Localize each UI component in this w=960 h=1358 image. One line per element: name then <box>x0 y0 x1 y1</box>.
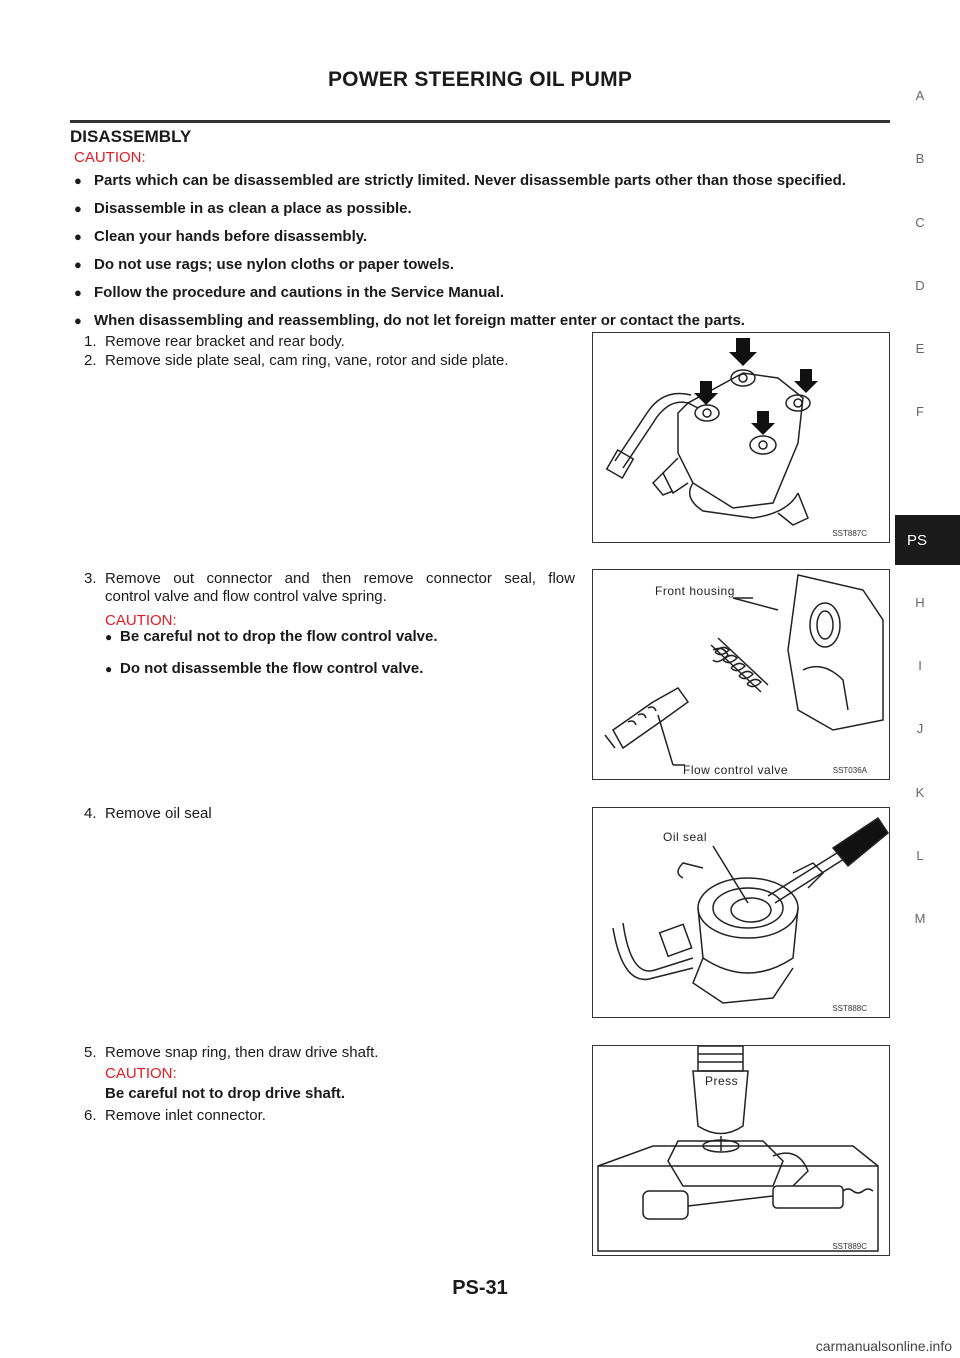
pump-illustration <box>593 333 889 542</box>
label-front-housing: Front housing <box>655 584 735 598</box>
label-oil-seal: Oil seal <box>663 830 708 844</box>
caution-item: ● Be careful not to drop the flow control valve. <box>105 626 575 648</box>
index-h[interactable]: H <box>915 595 925 610</box>
step-number: 1. <box>84 333 97 350</box>
step-number: 4. <box>84 805 97 822</box>
index-d[interactable]: D <box>915 278 925 293</box>
step-number: 5. <box>84 1044 97 1061</box>
press-illustration <box>593 1046 889 1255</box>
figure-flow-control-valve <box>592 569 890 780</box>
step5-caution: Be careful not to drop drive shaft. <box>105 1085 346 1102</box>
page-number: PS-31 <box>452 1277 508 1299</box>
step-2 <box>84 350 574 372</box>
figure-code: SST888C <box>832 1004 867 1013</box>
step-text: Remove oil seal <box>105 805 212 822</box>
index-b[interactable]: B <box>915 151 925 166</box>
index-tab-ps-active[interactable]: PS <box>895 515 960 565</box>
oil-seal-illustration <box>593 808 889 1017</box>
caution-label: CAUTION: <box>105 612 177 629</box>
caution-item: ● When disassembling and reassembling, do not let foreign matter enter or contact the parts. <box>74 310 890 332</box>
caution-item: ● Clean your hands before disassembly. <box>74 226 890 248</box>
label-flow-control-valve: Flow control valve <box>683 763 789 777</box>
step-number: 3. <box>84 570 97 587</box>
figure-code: SST887C <box>832 529 867 538</box>
index-j[interactable]: J <box>916 721 924 736</box>
figure-press-drive-shaft <box>592 1045 890 1256</box>
valve-illustration <box>593 570 889 779</box>
caution-item: ● Follow the procedure and cautions in the Service Manual. <box>74 282 890 304</box>
step-3 <box>84 568 574 612</box>
index-k[interactable]: K <box>915 785 925 800</box>
step-6 <box>84 1105 574 1127</box>
step-number: 2. <box>84 352 97 369</box>
caution-item: ● Do not use rags; use nylon cloths or paper towels. <box>74 254 890 276</box>
label-press: Press <box>705 1074 739 1088</box>
index-i[interactable]: I <box>918 658 922 673</box>
step-number: 6. <box>84 1107 97 1124</box>
index-c[interactable]: C <box>915 215 925 230</box>
caution-item: ● Do not disassemble the flow control valve. <box>105 658 575 680</box>
step3-caution-list <box>105 626 575 690</box>
index-m[interactable]: M <box>914 911 926 926</box>
caution-list <box>74 170 890 338</box>
figure-code: SST036A <box>832 766 867 775</box>
watermark: carmanualsonline.info <box>815 1338 952 1354</box>
step-4 <box>84 803 574 825</box>
index-e[interactable]: E <box>915 341 925 356</box>
step-text: Remove side plate seal, cam ring, vane, rotor and side plate. <box>105 352 509 369</box>
caution-item: ● Parts which can be disassembled are strictly limited. Never disassemble parts other than those specified. <box>74 170 890 192</box>
step-5 <box>84 1042 574 1064</box>
step-text: control valve and flow control valve spring. <box>105 588 387 605</box>
figure-oil-seal <box>592 807 890 1018</box>
header-divider <box>70 120 890 123</box>
index-l[interactable]: L <box>916 848 924 863</box>
caution-label: CAUTION: <box>105 1065 177 1082</box>
step-text: Remove snap ring, then draw drive shaft. <box>105 1044 379 1061</box>
step-text: Remove rear bracket and rear body. <box>105 333 345 350</box>
figure-pump-bolts <box>592 332 890 543</box>
index-a[interactable]: A <box>915 88 925 103</box>
page-title: POWER STEERING OIL PUMP <box>327 68 633 91</box>
step-text: Remove inlet connector. <box>105 1107 266 1124</box>
caution-label: CAUTION: <box>74 149 146 166</box>
step-text: Remove out connector and then remove connector seal, flow <box>105 570 575 587</box>
section-title: DISASSEMBLY <box>70 127 192 146</box>
caution-item: ● Disassemble in as clean a place as possible. <box>74 198 890 220</box>
figure-code: SST889C <box>832 1242 867 1251</box>
index-f[interactable]: F <box>916 404 924 419</box>
